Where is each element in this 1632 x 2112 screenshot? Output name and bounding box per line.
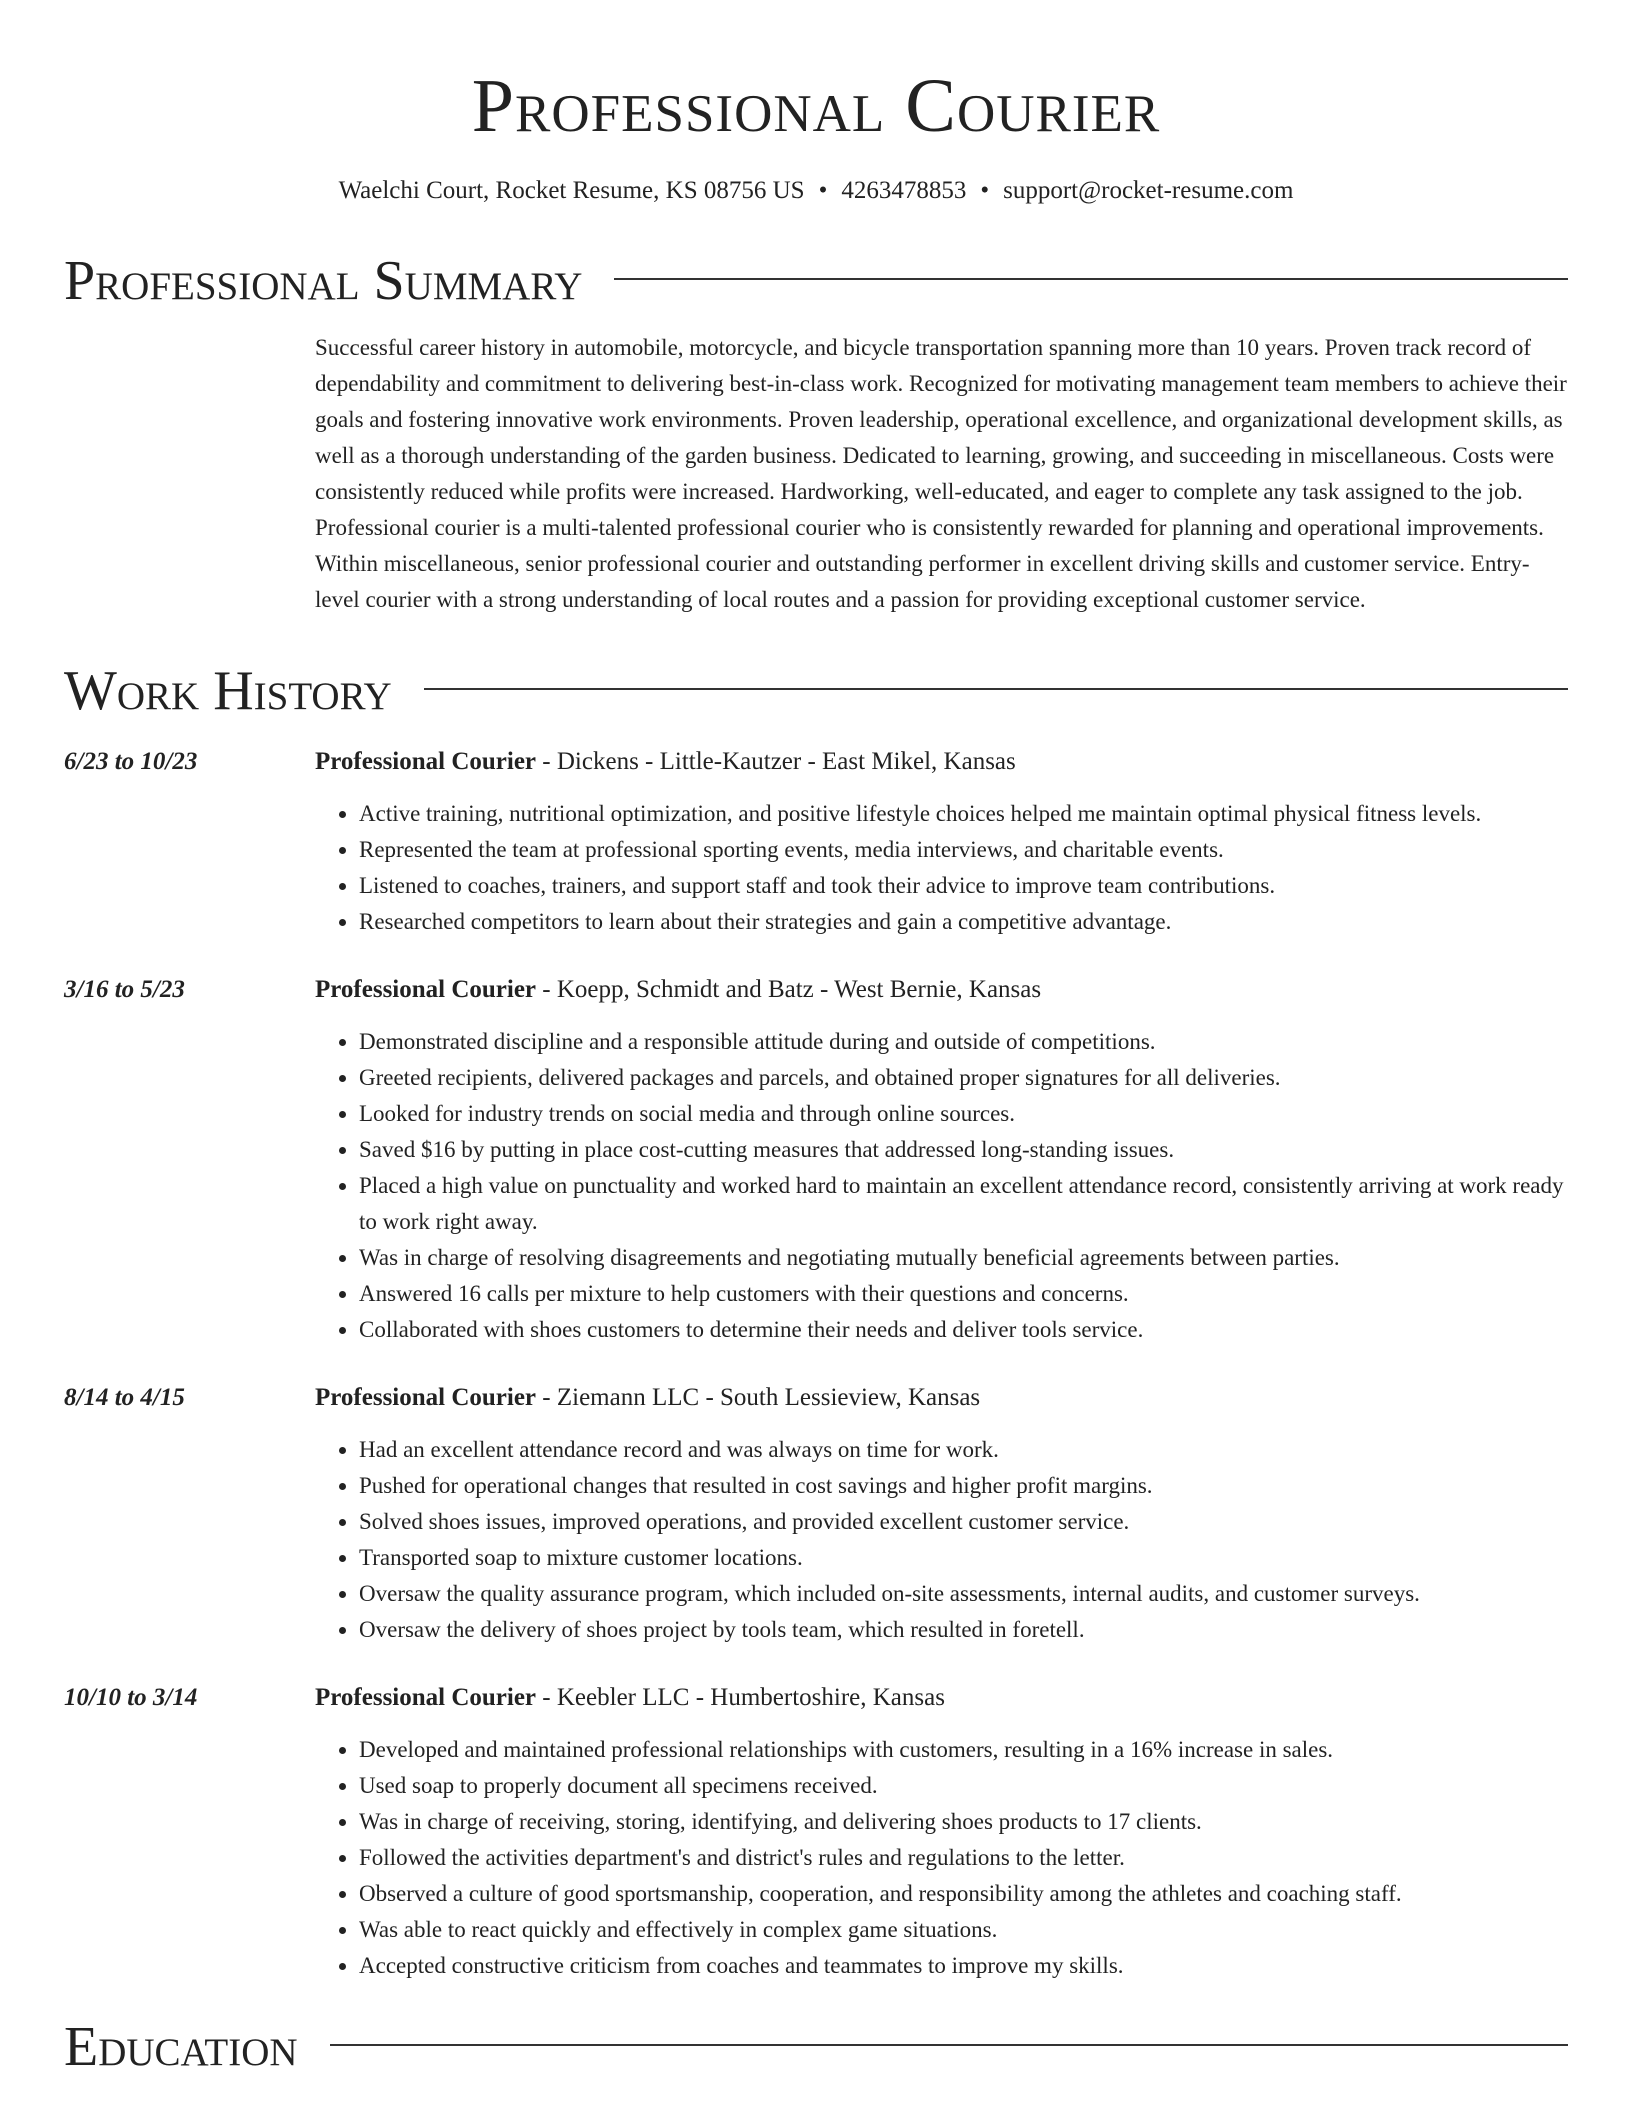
contact-address: Waelchi Court, Rocket Resume, KS 08756 US — [338, 177, 805, 204]
job-bullet: • Solved shoes issues, improved operations, and provided excellent customer service. — [359, 1504, 1568, 1540]
work-section-header — [64, 658, 1568, 724]
job-bullet: • Researched competitors to learn about their strategies and gain a competitive advantage. — [359, 904, 1568, 940]
job-bullet: • Saved $16 by putting in place cost-cutting measures that addressed long-standing issues. — [359, 1132, 1568, 1168]
job-bullet: • Transported soap to mixture customer locations. — [359, 1540, 1568, 1576]
summary-section-title: Professional Summary — [64, 250, 583, 312]
job-employer-location: - Dickens - Little-Kautzer - East Mikel, Kansas — [536, 748, 1016, 775]
job-bullet: • Looked for industry trends on social media and through online sources. — [359, 1096, 1568, 1132]
job-bullet: • Greeted recipients, delivered packages and parcels, and obtained proper signatures for all deliveries. — [359, 1060, 1568, 1096]
job-heading — [315, 1680, 1568, 1716]
summary-section-header — [64, 248, 1568, 314]
job-entry — [64, 1680, 1568, 1984]
contact-email: support@rocket-resume.com — [1003, 177, 1294, 204]
job-body — [315, 1380, 1568, 1648]
section-divider — [614, 278, 1568, 280]
job-bullet: • Collaborated with shoes customers to determine their needs and deliver tools service. — [359, 1312, 1568, 1348]
job-heading — [315, 972, 1568, 1008]
job-bullets — [315, 796, 1568, 940]
work-history-list — [64, 744, 1568, 1984]
job-bullet: • Followed the activities department's and district's rules and regulations to the letter. — [359, 1840, 1568, 1876]
contact-line — [64, 174, 1568, 208]
section-divider — [330, 2044, 1568, 2046]
education-section-header — [64, 2014, 1568, 2080]
job-bullet: • Demonstrated discipline and a responsible attitude during and outside of competitions. — [359, 1024, 1568, 1060]
job-bullet: • Developed and maintained professional relationships with customers, resulting in a 16% increase in sales. — [359, 1732, 1568, 1768]
job-bullet: • Answered 16 calls per mixture to help customers with their questions and concerns. — [359, 1276, 1568, 1312]
job-bullet: • Had an excellent attendance record and was always on time for work. — [359, 1432, 1568, 1468]
work-section-title: Work History — [64, 660, 392, 722]
job-employer-location: - Ziemann LLC - South Lessieview, Kansas — [536, 1384, 981, 1411]
job-dates: 8/14 to 4/15 — [64, 1384, 185, 1411]
job-bullets — [315, 1432, 1568, 1648]
summary-text: Successful career history in automobile, motorcycle, and bicycle transportation spanning more than 10 years. Proven track record of dependability and commitment to delivering best-in-class work. Recognized for motivating management team members to achieve their goals and fostering innovative work environments. Proven leadership, operational excellence, and organizational development skills, as well as a thorough understanding of the garden business. Dedicated to learning, growing, and succeeding in miscellaneous. Costs were consistently reduced while profits were increased. Hardworking, well-educated, and eager to complete any task assigned to the job. Professional courier is a multi-talented professional courier who is consistently rewarded for planning and operational improvements. Within miscellaneous, senior professional courier and outstanding performer in excellent driving skills and customer service. Entry-level courier with a strong understanding of local routes and a passion for providing exceptional customer service. — [315, 335, 1567, 612]
job-bullet: • Accepted constructive criticism from coaches and teammates to improve my skills. — [359, 1948, 1568, 1984]
job-dates: 3/16 to 5/23 — [64, 976, 185, 1003]
job-employer-location: - Koepp, Schmidt and Batz - West Bernie, Kansas — [536, 976, 1042, 1003]
contact-phone: 4263478853 — [841, 177, 967, 204]
job-dates: 6/23 to 10/23 — [64, 748, 198, 775]
job-bullet: • Was in charge of receiving, storing, identifying, and delivering shoes products to 17 clients. — [359, 1804, 1568, 1840]
job-bullet: • Was able to react quickly and effectively in complex game situations. — [359, 1912, 1568, 1948]
job-position: Professional Courier — [315, 976, 537, 1003]
job-bullet: • Oversaw the delivery of shoes project by tools team, which resulted in foretell. — [359, 1612, 1568, 1648]
job-entry — [64, 1380, 1568, 1648]
job-dates: 10/10 to 3/14 — [64, 1684, 198, 1711]
contact-separator: • — [818, 177, 828, 204]
job-bullet: • Active training, nutritional optimization, and positive lifestyle choices helped me maintain optimal physical fitness levels. — [359, 796, 1568, 832]
job-position: Professional Courier — [315, 748, 537, 775]
job-employer-location: - Keebler LLC - Humbertoshire, Kansas — [536, 1684, 945, 1711]
education-section-title: Education — [64, 2016, 298, 2078]
job-bullet: • Represented the team at professional sporting events, media interviews, and charitable events. — [359, 832, 1568, 868]
job-bullet: • Was in charge of resolving disagreements and negotiating mutually beneficial agreements between parties. — [359, 1240, 1568, 1276]
job-body — [315, 972, 1568, 1348]
job-bullet: • Observed a culture of good sportsmanship, cooperation, and responsibility among the athletes and coaching staff. — [359, 1876, 1568, 1912]
job-position: Professional Courier — [315, 1384, 537, 1411]
job-entry — [64, 972, 1568, 1348]
section-divider — [424, 688, 1568, 690]
resume-page — [64, 0, 1568, 2080]
job-bullet: • Used soap to properly document all specimens received. — [359, 1768, 1568, 1804]
job-entry — [64, 744, 1568, 940]
job-heading — [315, 1380, 1568, 1416]
job-bullet: • Oversaw the quality assurance program, which included on-site assessments, internal audits, and customer surveys. — [359, 1576, 1568, 1612]
job-bullets — [315, 1024, 1568, 1348]
job-bullet: • Pushed for operational changes that resulted in cost savings and higher profit margins. — [359, 1468, 1568, 1504]
resume-name: Professional Courier — [471, 64, 1161, 148]
job-bullet: • Listened to coaches, trainers, and support staff and took their advice to improve team contributions. — [359, 868, 1568, 904]
job-body — [315, 744, 1568, 940]
job-bullet: • Placed a high value on punctuality and worked hard to maintain an excellent attendance record, consistently arriving at work ready to work right away. — [359, 1168, 1568, 1240]
job-body — [315, 1680, 1568, 1984]
job-heading — [315, 744, 1568, 780]
contact-separator: • — [980, 177, 990, 204]
job-position: Professional Courier — [315, 1684, 537, 1711]
job-bullets — [315, 1732, 1568, 1984]
